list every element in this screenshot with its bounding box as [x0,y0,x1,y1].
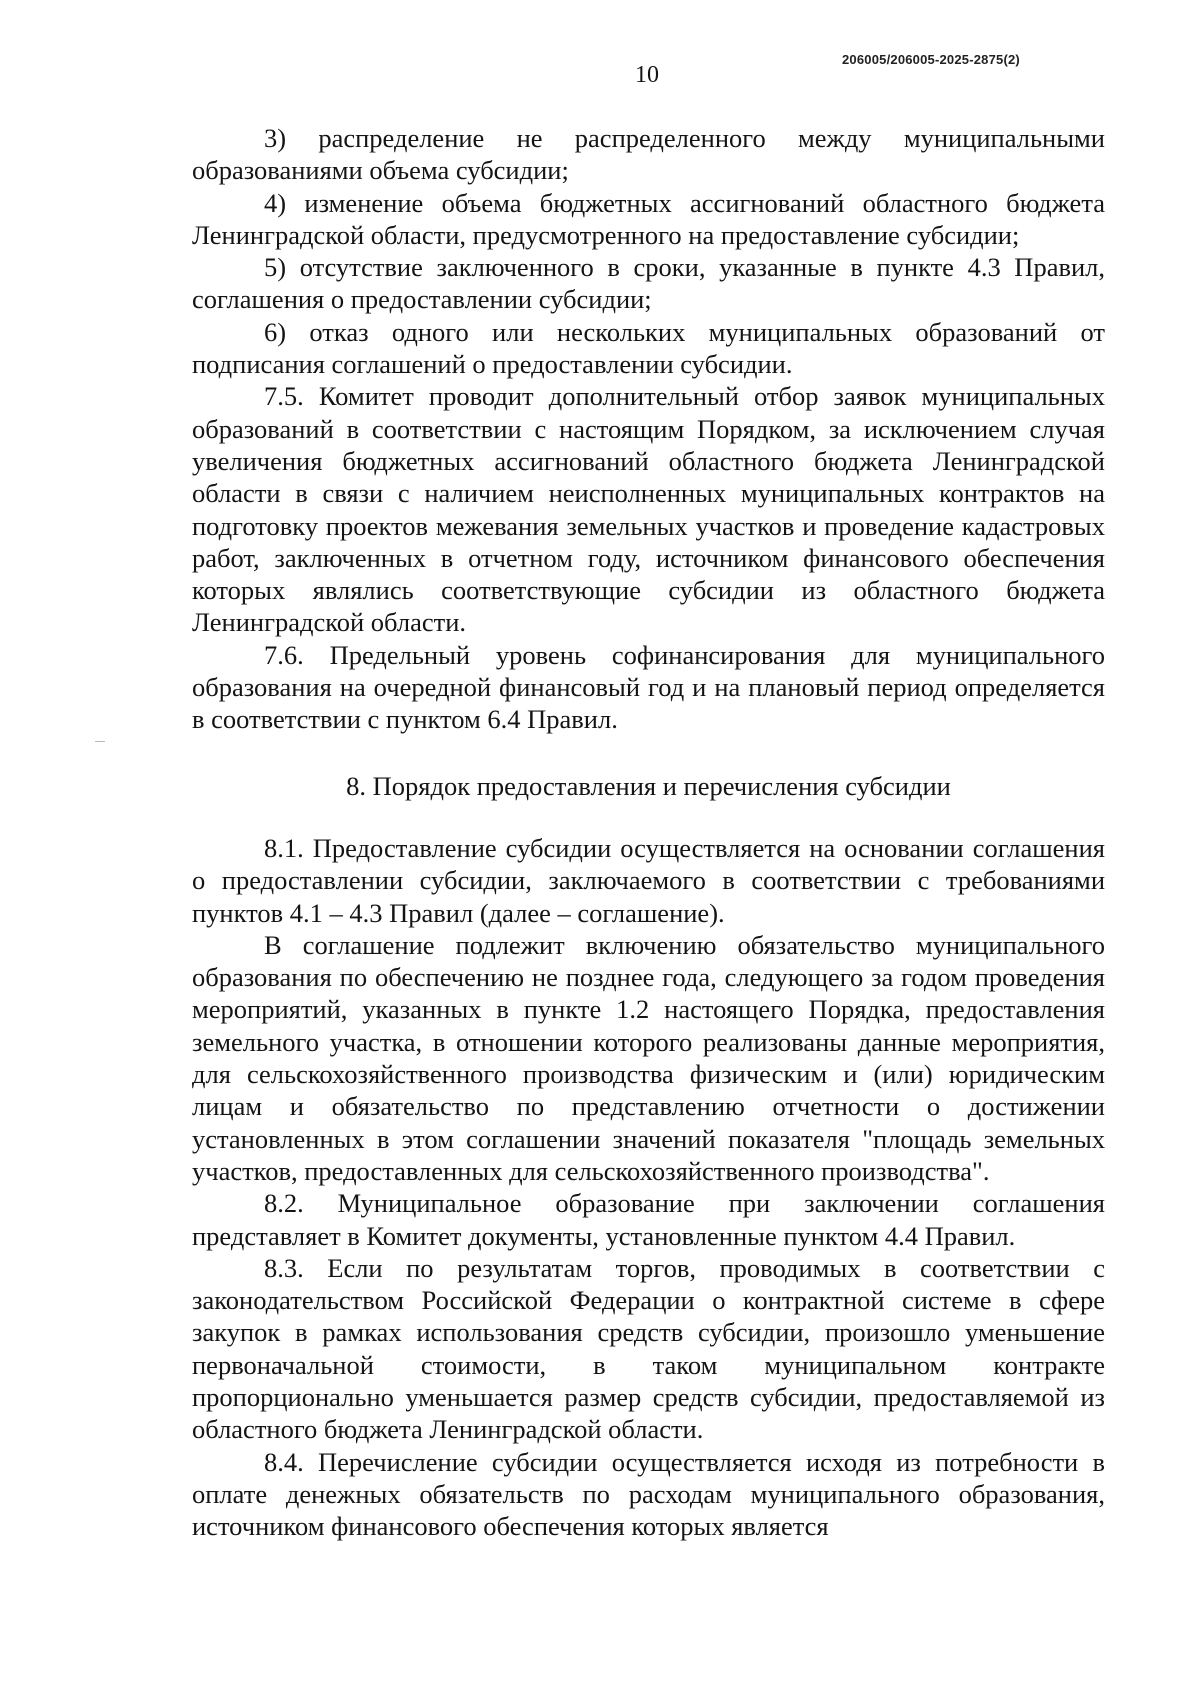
page-number: 10 [635,62,659,88]
paragraph: 7.5. Комитет проводит дополнительный отбор заявок муниципальных образований в соответствии с настоящим Порядком, за исключением случая увеличения бюджетных ассигнований областного бюджета Ленинградской области в связи с наличием неисполненных муниципальных контрактов на подготовку проектов межевания земельных участков и проведение кадастровых работ, заключенных в отчетном году, источником финансового обеспечения которых являлись соответствующие субсидии из областного бюджета Ленинградской области. [192,381,1105,638]
paragraph: 7.6. Предельный уровень софинансирования для муниципального образования на очередной финансовый год и на плановый период определяется в соответствии с пунктом 6.4 Правил. [192,639,1105,735]
paragraph: 8.2. Муниципальное образование при заключении соглашения представляет в Комитет документы, установленные пунктом 4.4 Правил. [192,1188,1105,1251]
paragraph: 3) распределение не распределенного между муниципальными образованиями объема субсидии; [192,123,1105,186]
paragraph: 8.4. Перечисление субсидии осуществляется исходя из потребности в оплате денежных обязательств по расходам муниципального образования, источником финансового обеспечения которых является [192,1446,1105,1542]
paragraph: В соглашение подлежит включению обязательство муниципального образования по обеспечению не позднее года, следующего за годом проведения мероприятий, указанных в пункте 1.2 настоящего Порядка, предоставления земельного участка, в отношении которого реализованы данные мероприятия, для сельскохозяйственного производства физическим и (или) юридическим лицам и обязательство по представлению отчетности о достижении установленных в этом соглашении значений показателя "площадь земельных участков, предоставленных для сельскохозяйственного производства". [192,929,1105,1186]
paragraph: 8.1. Предоставление субсидии осуществляется на основании соглашения о предоставлении субсидии, заключаемого в соответствии с требованиями пунктов 4.1 – 4.3 Правил (далее – соглашение). [192,833,1105,928]
paragraph: 8.3. Если по результатам торгов, проводимых в соответствии с законодательством Российской Федерации о контрактной системе в сфере закупок в рамках использования средств субсидии, произошло уменьшение первоначальной стоимости, в таком муниципальном контракте пропорционально уменьшается размер средств субсидии, предоставляемой из областного бюджета Ленинградской области. [192,1252,1105,1445]
paragraph: 6) отказ одного или нескольких муниципальных образований от подписания соглашений о предоставлении субсидии. [192,316,1105,380]
document-id: 206005/206005-2025-2875(2) [842,52,1020,67]
paragraph: 5) отсутствие заключенного в сроки, указанные в пункте 4.3 Правил, соглашения о предоставлении субсидии; [192,252,1105,315]
scan-mark [95,741,105,742]
body-text-top [192,122,1105,736]
section-heading: 8. Порядок предоставления и перечисления субсидии [346,771,951,801]
body-text-bottom [192,832,1105,1543]
paragraph: 4) изменение объема бюджетных ассигнований областного бюджета Ленинградской области, предусмотренного на предоставление субсидии; [192,187,1105,250]
